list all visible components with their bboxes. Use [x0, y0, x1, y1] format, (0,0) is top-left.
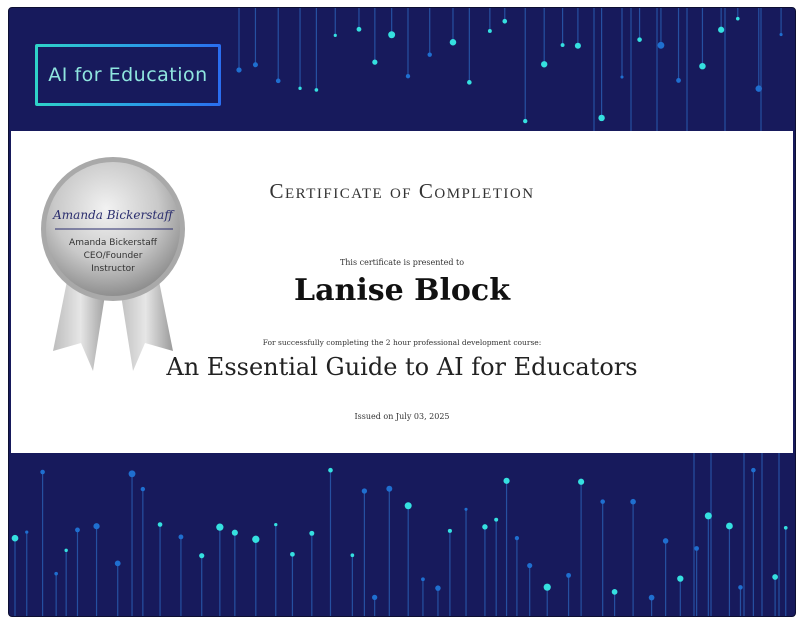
light-dot — [406, 74, 410, 78]
light-dot — [772, 574, 778, 580]
light-dot — [467, 80, 472, 85]
light-dot — [388, 31, 395, 38]
light-dot — [718, 27, 724, 33]
light-dot — [515, 536, 519, 540]
light-dot — [699, 63, 705, 69]
light-dot — [575, 43, 581, 49]
light-dot — [561, 43, 565, 47]
light-dot — [12, 535, 19, 542]
light-dot — [658, 42, 665, 49]
light-dot — [523, 119, 527, 123]
light-dot — [315, 88, 319, 92]
light-dot — [726, 523, 733, 530]
completion-text: For successfully completing the 2 hour professional development course: — [262, 338, 542, 347]
certificate-title: Certificate of Completion — [269, 179, 535, 203]
light-dot — [115, 560, 121, 566]
light-dot — [677, 576, 683, 582]
light-dot — [129, 470, 136, 477]
light-dot — [600, 499, 605, 504]
light-dot — [334, 34, 337, 37]
light-dot — [386, 486, 392, 492]
light-dot — [464, 508, 467, 511]
light-dot — [784, 526, 788, 530]
light-dot — [705, 512, 712, 519]
light-dot — [276, 79, 281, 84]
medal-name: Amanda Bickerstaff — [69, 238, 157, 248]
light-dot — [503, 478, 509, 484]
light-dot — [566, 573, 571, 578]
light-dot — [541, 61, 547, 67]
light-dot — [676, 78, 681, 83]
presented-to-text: This certificate is presented to — [339, 258, 465, 267]
light-dot — [428, 52, 432, 56]
light-dot — [598, 115, 604, 121]
light-dot — [736, 17, 740, 21]
light-dot — [637, 37, 642, 42]
course-title: An Essential Guide to AI for Educators — [166, 353, 638, 381]
light-dot — [663, 538, 668, 543]
light-dot — [448, 529, 452, 533]
light-dot — [93, 523, 99, 529]
recipient-name: Lanise Block — [294, 273, 510, 308]
certificate-panel — [11, 131, 793, 453]
light-dot — [649, 595, 655, 601]
light-dot — [309, 531, 314, 536]
light-dot — [751, 468, 756, 473]
light-dot — [25, 531, 28, 534]
light-dot — [232, 530, 238, 536]
light-dot — [738, 585, 743, 590]
light-dot — [328, 468, 333, 473]
light-dot — [357, 27, 362, 32]
medal-role-1: CEO/Founder — [83, 251, 143, 261]
light-dot — [435, 585, 441, 591]
light-dot — [779, 33, 782, 36]
ai-for-education-logo — [35, 44, 221, 106]
light-dot — [298, 87, 301, 90]
logo-text: AI for Education — [48, 64, 208, 86]
light-dot — [40, 470, 45, 475]
light-dot — [620, 75, 623, 78]
light-dot — [351, 553, 355, 557]
light-dot — [502, 19, 507, 24]
certificate-frame — [8, 7, 796, 617]
light-dot — [216, 524, 223, 531]
light-dot — [141, 487, 145, 491]
medal-role-2: Instructor — [91, 264, 135, 274]
light-dot — [421, 577, 425, 581]
light-dot — [405, 502, 412, 509]
light-dot — [372, 595, 377, 600]
medal-signature: Amanda Bickerstaff — [53, 208, 173, 222]
light-dot — [64, 549, 67, 552]
light-dot — [544, 584, 551, 591]
light-dot — [488, 29, 492, 33]
light-dot — [612, 589, 618, 595]
light-dot — [252, 536, 259, 543]
light-dot — [54, 572, 58, 576]
light-dot — [199, 553, 204, 558]
light-dot — [482, 524, 487, 529]
light-dot — [372, 60, 377, 65]
light-dot — [290, 552, 295, 557]
light-dot — [578, 479, 584, 485]
light-dot — [253, 62, 258, 67]
light-dot — [527, 563, 532, 568]
light-dot — [450, 39, 457, 46]
light-dot — [362, 488, 367, 493]
issued-date: Issued on July 03, 2025 — [354, 412, 450, 421]
light-dot — [75, 528, 80, 533]
light-dot — [494, 518, 498, 522]
light-dot — [630, 499, 636, 505]
light-dot — [179, 535, 184, 540]
light-dot — [274, 523, 277, 526]
light-dot — [158, 522, 163, 527]
light-dot — [236, 67, 241, 72]
light-dot — [694, 546, 699, 551]
